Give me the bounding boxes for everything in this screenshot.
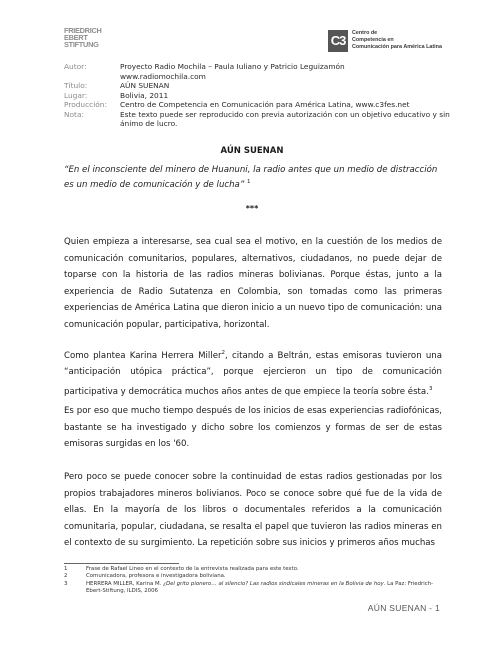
footnote-ref: 3 bbox=[428, 386, 433, 393]
section-separator: *** bbox=[245, 204, 259, 213]
meta-value: AÚN SUENAN bbox=[120, 81, 170, 90]
footnotes bbox=[64, 566, 442, 596]
footnote bbox=[64, 573, 442, 580]
c3-logo-line: Competencia en bbox=[352, 37, 394, 44]
footnote-divider bbox=[64, 563, 179, 564]
meta-note-line: Este texto puede ser reproducido con previa autorización con un objetivo educativo y sin bbox=[120, 109, 450, 119]
paragraph-text: Pero poco se puede conocer sobre la continuidad de estas radios gestionadas por los propios trabajadores mineros bolivianos. Poco se conoce sobre qué fue de la vida de ellas. En la mayoría de los libros o documentales referidos a la comunicación comunitaria, popular, ciudadana, se resalta el papel que tuvieron las radios mineras en el contexto de su surgimiento. La repetición sobre sus inicios y primeros años muchas bbox=[64, 472, 442, 549]
footnote-span: . La Paz: Friedrich-Ebert-Stiftung, ILDIS, 2006 bbox=[86, 580, 434, 595]
meta-row-production bbox=[64, 100, 454, 110]
epigraph-quote bbox=[64, 165, 442, 191]
footnote-ref: 2 bbox=[221, 350, 226, 356]
c3-logo-mark: C3 bbox=[328, 30, 348, 52]
footnote-text: Frase de Rafael Lineo en el contexto de la entrevista realizada para este texto. bbox=[86, 566, 299, 572]
meta-value: Centro de Competencia en Comunicación para América Latina, www.c3fes.net bbox=[120, 100, 410, 109]
c3-logo-text bbox=[352, 30, 442, 52]
meta-row-title bbox=[64, 81, 454, 91]
paragraph-text bbox=[64, 345, 442, 401]
footnote-text bbox=[86, 581, 442, 596]
meta-author-value: Proyecto Radio Mochila – Paula Iuliano y Patricio Leguizamón bbox=[120, 62, 345, 71]
footnote-book-title: ¿Del grito pionero… al silencio? Las radios sindicales mineras en la Bolivia de hoy bbox=[163, 580, 384, 587]
footnote-ref: 1 bbox=[247, 178, 251, 185]
fes-logo-line: FRIEDRICH bbox=[64, 26, 102, 35]
c3-logo bbox=[328, 30, 448, 54]
meta-key: Título: bbox=[64, 81, 88, 90]
meta-value: Bolivia, 2011 bbox=[120, 90, 169, 100]
paragraph-span: , citando a Beltrán, estas emisoras tuvieron una “anticipación utópica práctica”, porque ejercieron un tipo de comunicación participativa y democrática muchos años antes de que empiece la teoría sobre ésta. bbox=[64, 350, 442, 397]
paragraph-span: Como plantea Karina Herrera Miller bbox=[64, 350, 222, 361]
meta-value bbox=[120, 110, 454, 129]
c3-logo-line: Comunicación para América Latina bbox=[352, 44, 442, 51]
paragraph-3 bbox=[64, 403, 442, 453]
meta-author-url: www.radiomochila.com bbox=[120, 71, 206, 81]
footnote-number: 3 bbox=[64, 580, 68, 587]
meta-value bbox=[120, 62, 454, 81]
meta-key: Lugar: bbox=[64, 90, 88, 100]
footnote bbox=[64, 581, 442, 596]
footnote bbox=[64, 566, 442, 573]
document-title: AÚN SUENAN bbox=[220, 146, 284, 156]
fes-logo-line: EBERT bbox=[64, 33, 88, 43]
meta-key: Producción: bbox=[64, 100, 107, 109]
paragraph-1 bbox=[64, 234, 442, 334]
page-footer: AÚN SUENAN - 1 bbox=[367, 603, 440, 613]
meta-row-author bbox=[64, 62, 454, 81]
footnote-span: HERRERA MILLER, Karina M. bbox=[86, 580, 164, 587]
meta-row-note bbox=[64, 110, 454, 129]
fes-logo bbox=[64, 27, 110, 49]
paragraph-4 bbox=[64, 469, 442, 552]
c3-logo-line: Centro de bbox=[352, 30, 378, 36]
fes-logo-line: STIFTUNG bbox=[64, 40, 99, 50]
epigraph-text: “En el inconsciente del minero de Huanuni, la radio antes que un medio de distracción es un medio de comunicación y de lucha” bbox=[64, 165, 438, 190]
footnote-number: 1 bbox=[64, 566, 68, 572]
paragraph-2 bbox=[64, 345, 442, 401]
meta-key: Nota: bbox=[64, 109, 84, 119]
meta-note-line: ánimo de lucro. bbox=[120, 119, 178, 128]
paragraph-text: Es por eso que mucho tiempo después de los inicios de esas experiencias radiofónicas, bastante se ha investigado y dicho sobre los comienzos y formas de ser de estas emisoras surgidas en los '60. bbox=[64, 406, 442, 450]
paragraph-text: Quien empieza a interesarse, sea cual sea el motivo, en la cuestión de los medios de comunicación comunitarios, populares, alternativos, ciudadanos, no puede dejar de toparse con la historia de las radios mineras bolivianas. Porque éstas, junto a la experiencia de Radio Sutatenza en Colombia, son tomadas como las primeras experiencias de América Latina que dieron inicio a un nuevo tipo de comunicación: una comunicación popular, participativa, horizontal. bbox=[64, 237, 442, 330]
footnote-number: 2 bbox=[64, 573, 68, 580]
meta-key: Autor: bbox=[64, 62, 87, 71]
meta-row-place bbox=[64, 91, 454, 101]
document-metadata bbox=[64, 62, 454, 129]
footnote-text: Comunicadora, profesora e investigadora boliviana. bbox=[86, 573, 226, 580]
